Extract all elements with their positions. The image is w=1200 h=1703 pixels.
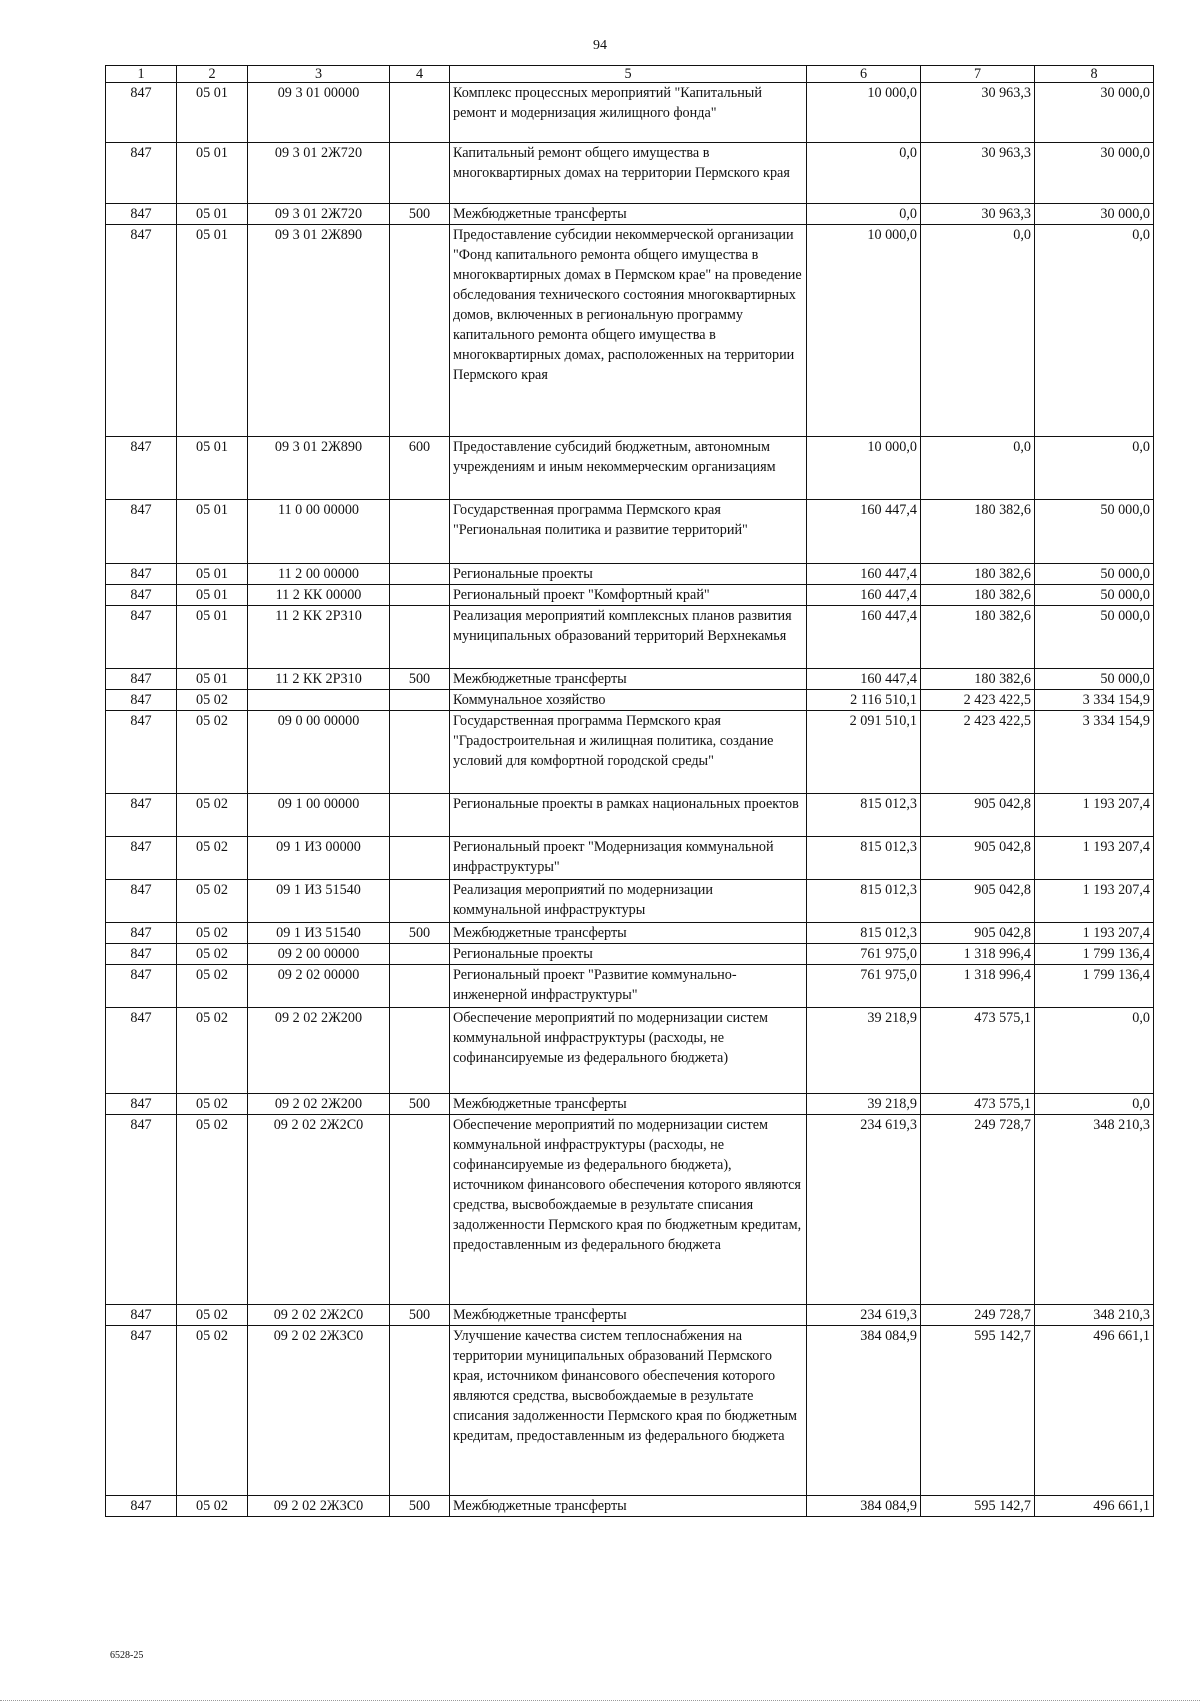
cell-amount-2027: 50 000,0 [1035,585,1154,606]
cell-description: Региональный проект "Комфортный край" [450,585,807,606]
cell-amount-2027: 3 334 154,9 [1035,690,1154,711]
cell-amount-2027: 1 193 207,4 [1035,880,1154,923]
cell-amount-2025: 761 975,0 [807,944,921,965]
cell-gr-code: 847 [106,690,177,711]
cell-amount-2025: 160 447,4 [807,606,921,669]
cell-target-article: 11 0 00 00000 [248,500,390,564]
cell-expense-type [390,1008,450,1094]
cell-amount-2025: 384 084,9 [807,1496,921,1517]
cell-expense-type [390,143,450,204]
cell-amount-2027: 1 799 136,4 [1035,965,1154,1008]
cell-gr-code: 847 [106,437,177,500]
table-row [106,564,1154,585]
cell-amount-2026: 249 728,7 [921,1115,1035,1305]
cell-amount-2027: 1 193 207,4 [1035,794,1154,837]
table-row [106,711,1154,794]
scan-edge-line [0,1700,1200,1702]
table-row [106,690,1154,711]
cell-expense-type: 600 [390,437,450,500]
cell-amount-2026: 905 042,8 [921,794,1035,837]
cell-section-code: 05 01 [177,225,248,437]
cell-target-article: 09 2 02 2Ж200 [248,1094,390,1115]
cell-gr-code: 847 [106,606,177,669]
cell-section-code: 05 01 [177,585,248,606]
cell-description: Межбюджетные трансферты [450,923,807,944]
cell-expense-type [390,83,450,143]
cell-amount-2025: 160 447,4 [807,669,921,690]
cell-amount-2027: 496 661,1 [1035,1326,1154,1496]
cell-target-article: 11 2 КК 00000 [248,585,390,606]
cell-expense-type: 500 [390,669,450,690]
cell-amount-2025: 815 012,3 [807,837,921,880]
cell-amount-2026: 30 963,3 [921,143,1035,204]
cell-expense-type [390,880,450,923]
cell-amount-2025: 815 012,3 [807,880,921,923]
cell-amount-2027: 30 000,0 [1035,204,1154,225]
cell-amount-2027: 0,0 [1035,225,1154,437]
table-row [106,965,1154,1008]
cell-target-article: 09 1 И3 00000 [248,837,390,880]
table-body [106,83,1154,1517]
cell-gr-code: 847 [106,1305,177,1326]
cell-amount-2025: 0,0 [807,204,921,225]
cell-expense-type: 500 [390,1496,450,1517]
cell-description: Реализация мероприятий по модернизации коммунальной инфраструктуры [450,880,807,923]
cell-expense-type [390,837,450,880]
col-header-3: 3 [248,66,390,83]
cell-description: Межбюджетные трансферты [450,1496,807,1517]
cell-description: Государственная программа Пермского края "Градостроительная и жилищная политика, создание условий для комфортной городской среды" [450,711,807,794]
cell-gr-code: 847 [106,1115,177,1305]
cell-section-code: 05 02 [177,1305,248,1326]
cell-target-article: 09 3 01 2Ж890 [248,437,390,500]
table-row [106,880,1154,923]
cell-amount-2026: 2 423 422,5 [921,690,1035,711]
cell-amount-2026: 249 728,7 [921,1305,1035,1326]
table-row [106,1094,1154,1115]
cell-description: Капитальный ремонт общего имущества в многоквартирных домах на территории Пермского края [450,143,807,204]
cell-amount-2025: 2 091 510,1 [807,711,921,794]
cell-amount-2026: 180 382,6 [921,585,1035,606]
cell-expense-type [390,690,450,711]
cell-gr-code: 847 [106,711,177,794]
cell-amount-2026: 0,0 [921,225,1035,437]
cell-amount-2025: 160 447,4 [807,564,921,585]
cell-target-article: 09 2 02 2Ж3С0 [248,1326,390,1496]
cell-amount-2026: 905 042,8 [921,923,1035,944]
cell-amount-2025: 234 619,3 [807,1115,921,1305]
cell-gr-code: 847 [106,1326,177,1496]
cell-section-code: 05 02 [177,794,248,837]
cell-section-code: 05 02 [177,837,248,880]
cell-target-article: 11 2 КК 2Р310 [248,606,390,669]
col-header-7: 7 [921,66,1035,83]
cell-target-article: 11 2 00 00000 [248,564,390,585]
table-row [106,585,1154,606]
cell-gr-code: 847 [106,794,177,837]
cell-expense-type [390,606,450,669]
table-row [106,606,1154,669]
cell-amount-2025: 2 116 510,1 [807,690,921,711]
table-row [106,1008,1154,1094]
cell-section-code: 05 02 [177,965,248,1008]
cell-gr-code: 847 [106,880,177,923]
cell-amount-2026: 2 423 422,5 [921,711,1035,794]
cell-section-code: 05 01 [177,564,248,585]
cell-target-article: 09 3 01 2Ж720 [248,143,390,204]
col-header-5: 5 [450,66,807,83]
cell-gr-code: 847 [106,225,177,437]
cell-target-article: 09 2 02 2Ж2С0 [248,1115,390,1305]
table-row [106,837,1154,880]
cell-amount-2025: 761 975,0 [807,965,921,1008]
col-header-8: 8 [1035,66,1154,83]
table-row [106,500,1154,564]
table-row [106,437,1154,500]
cell-amount-2026: 1 318 996,4 [921,965,1035,1008]
cell-amount-2026: 595 142,7 [921,1326,1035,1496]
cell-description: Обеспечение мероприятий по модернизации систем коммунальной инфраструктуры (расходы, не софинансируемые из федерального бюджета) [450,1008,807,1094]
cell-amount-2026: 595 142,7 [921,1496,1035,1517]
cell-amount-2027: 50 000,0 [1035,669,1154,690]
cell-amount-2027: 0,0 [1035,437,1154,500]
cell-target-article: 09 2 02 2Ж2С0 [248,1305,390,1326]
cell-amount-2027: 50 000,0 [1035,606,1154,669]
cell-amount-2026: 905 042,8 [921,837,1035,880]
cell-section-code: 05 01 [177,143,248,204]
cell-expense-type [390,1326,450,1496]
cell-expense-type [390,711,450,794]
cell-gr-code: 847 [106,1008,177,1094]
cell-amount-2026: 30 963,3 [921,83,1035,143]
cell-gr-code: 847 [106,143,177,204]
budget-table [105,65,1154,1517]
cell-amount-2027: 30 000,0 [1035,143,1154,204]
cell-expense-type [390,585,450,606]
cell-gr-code: 847 [106,944,177,965]
cell-description: Предоставление субсидий бюджетным, автономным учреждениям и иным некоммерческим организациям [450,437,807,500]
cell-amount-2025: 160 447,4 [807,585,921,606]
cell-gr-code: 847 [106,1094,177,1115]
cell-amount-2027: 3 334 154,9 [1035,711,1154,794]
cell-description: Комплекс процессных мероприятий "Капитальный ремонт и модернизация жилищного фонда" [450,83,807,143]
cell-amount-2027: 1 193 207,4 [1035,837,1154,880]
cell-amount-2027: 30 000,0 [1035,83,1154,143]
cell-gr-code: 847 [106,83,177,143]
cell-gr-code: 847 [106,585,177,606]
header-row [106,66,1154,83]
cell-target-article: 09 2 02 00000 [248,965,390,1008]
document-code: 6528-25 [110,1650,144,1661]
cell-amount-2026: 180 382,6 [921,606,1035,669]
cell-amount-2025: 815 012,3 [807,794,921,837]
cell-gr-code: 847 [106,204,177,225]
col-header-6: 6 [807,66,921,83]
cell-amount-2026: 473 575,1 [921,1008,1035,1094]
cell-description: Межбюджетные трансферты [450,669,807,690]
cell-target-article: 09 2 02 2Ж3С0 [248,1496,390,1517]
table-row [106,1326,1154,1496]
cell-amount-2025: 384 084,9 [807,1326,921,1496]
cell-description: Региональные проекты [450,944,807,965]
cell-expense-type [390,1115,450,1305]
cell-amount-2027: 1 193 207,4 [1035,923,1154,944]
cell-section-code: 05 02 [177,711,248,794]
table-row [106,669,1154,690]
cell-description: Межбюджетные трансферты [450,1094,807,1115]
cell-description: Реализация мероприятий комплексных планов развития муниципальных образований территорий Верхнекамья [450,606,807,669]
cell-amount-2027: 50 000,0 [1035,500,1154,564]
cell-section-code: 05 01 [177,669,248,690]
cell-amount-2027: 0,0 [1035,1094,1154,1115]
cell-amount-2026: 180 382,6 [921,564,1035,585]
col-header-1: 1 [106,66,177,83]
cell-gr-code: 847 [106,837,177,880]
cell-amount-2026: 0,0 [921,437,1035,500]
cell-target-article: 09 1 00 00000 [248,794,390,837]
cell-target-article: 11 2 КК 2Р310 [248,669,390,690]
cell-section-code: 05 02 [177,1094,248,1115]
cell-section-code: 05 02 [177,1115,248,1305]
cell-amount-2025: 0,0 [807,143,921,204]
cell-section-code: 05 02 [177,944,248,965]
cell-amount-2025: 10 000,0 [807,437,921,500]
cell-section-code: 05 02 [177,923,248,944]
cell-gr-code: 847 [106,965,177,1008]
cell-target-article: 09 3 01 2Ж720 [248,204,390,225]
cell-description: Региональные проекты [450,564,807,585]
cell-section-code: 05 01 [177,204,248,225]
cell-amount-2027: 496 661,1 [1035,1496,1154,1517]
cell-section-code: 05 01 [177,606,248,669]
cell-amount-2025: 160 447,4 [807,500,921,564]
col-header-4: 4 [390,66,450,83]
cell-amount-2026: 905 042,8 [921,880,1035,923]
cell-expense-type [390,794,450,837]
page-number: 94 [593,38,607,53]
table-row [106,143,1154,204]
cell-expense-type: 500 [390,204,450,225]
cell-target-article: 09 0 00 00000 [248,711,390,794]
cell-amount-2026: 30 963,3 [921,204,1035,225]
table-row [106,944,1154,965]
cell-target-article: 09 2 00 00000 [248,944,390,965]
cell-section-code: 05 02 [177,880,248,923]
cell-amount-2027: 1 799 136,4 [1035,944,1154,965]
cell-section-code: 05 02 [177,1326,248,1496]
cell-description: Предоставление субсидии некоммерческой организации "Фонд капитального ремонта общего имущества в многоквартирных домах в Пермском крае" на проведение обследования технического состояния многоквартирных домов, включенных в региональную программу капитального ремонта общего имущества в многоквартирных домах, расположенных на территории Пермского края [450,225,807,437]
table-row [106,1115,1154,1305]
cell-section-code: 05 02 [177,690,248,711]
cell-expense-type [390,965,450,1008]
cell-gr-code: 847 [106,564,177,585]
cell-gr-code: 847 [106,669,177,690]
cell-amount-2025: 815 012,3 [807,923,921,944]
cell-target-article: 09 1 И3 51540 [248,923,390,944]
cell-target-article: 09 3 01 00000 [248,83,390,143]
cell-gr-code: 847 [106,923,177,944]
table-row [106,83,1154,143]
table-row [106,225,1154,437]
cell-amount-2025: 39 218,9 [807,1094,921,1115]
cell-amount-2025: 10 000,0 [807,83,921,143]
cell-amount-2025: 39 218,9 [807,1008,921,1094]
cell-amount-2025: 234 619,3 [807,1305,921,1326]
cell-description: Государственная программа Пермского края "Региональная политика и развитие территорий" [450,500,807,564]
cell-expense-type [390,225,450,437]
cell-amount-2027: 348 210,3 [1035,1305,1154,1326]
cell-target-article [248,690,390,711]
cell-description: Региональный проект "Модернизация коммунальной инфраструктуры" [450,837,807,880]
cell-expense-type [390,500,450,564]
cell-description: Региональный проект "Развитие коммунально-инженерной инфраструктуры" [450,965,807,1008]
cell-section-code: 05 01 [177,83,248,143]
cell-gr-code: 847 [106,1496,177,1517]
cell-amount-2027: 0,0 [1035,1008,1154,1094]
cell-section-code: 05 02 [177,1008,248,1094]
table-row [106,1305,1154,1326]
table-row [106,794,1154,837]
col-header-2: 2 [177,66,248,83]
cell-target-article: 09 3 01 2Ж890 [248,225,390,437]
cell-section-code: 05 02 [177,1496,248,1517]
cell-amount-2025: 10 000,0 [807,225,921,437]
cell-section-code: 05 01 [177,437,248,500]
cell-amount-2027: 50 000,0 [1035,564,1154,585]
cell-gr-code: 847 [106,500,177,564]
cell-expense-type [390,944,450,965]
cell-amount-2026: 180 382,6 [921,669,1035,690]
cell-amount-2026: 473 575,1 [921,1094,1035,1115]
table-row [106,923,1154,944]
cell-amount-2026: 180 382,6 [921,500,1035,564]
cell-description: Улучшение качества систем теплоснабжения на территории муниципальных образований Пермского края, источником финансового обеспечения которого являются средства, высвобождаемые в результате списания задолженности Пермского края по бюджетным кредитам, предоставленным из федерального бюджета [450,1326,807,1496]
cell-description: Региональные проекты в рамках национальных проектов [450,794,807,837]
cell-description: Коммунальное хозяйство [450,690,807,711]
cell-description: Межбюджетные трансферты [450,1305,807,1326]
cell-amount-2026: 1 318 996,4 [921,944,1035,965]
cell-amount-2027: 348 210,3 [1035,1115,1154,1305]
cell-description: Обеспечение мероприятий по модернизации систем коммунальной инфраструктуры (расходы, не софинансируемые из федерального бюджета), источником финансового обеспечения которого являются средства, высвобождаемые в результате списания задолженности Пермского края по бюджетным кредитам, предоставленным из федерального бюджета [450,1115,807,1305]
cell-expense-type: 500 [390,1094,450,1115]
cell-expense-type: 500 [390,923,450,944]
table-row [106,204,1154,225]
cell-expense-type [390,564,450,585]
cell-description: Межбюджетные трансферты [450,204,807,225]
cell-target-article: 09 1 И3 51540 [248,880,390,923]
cell-section-code: 05 01 [177,500,248,564]
cell-target-article: 09 2 02 2Ж200 [248,1008,390,1094]
table-row [106,1496,1154,1517]
cell-expense-type: 500 [390,1305,450,1326]
